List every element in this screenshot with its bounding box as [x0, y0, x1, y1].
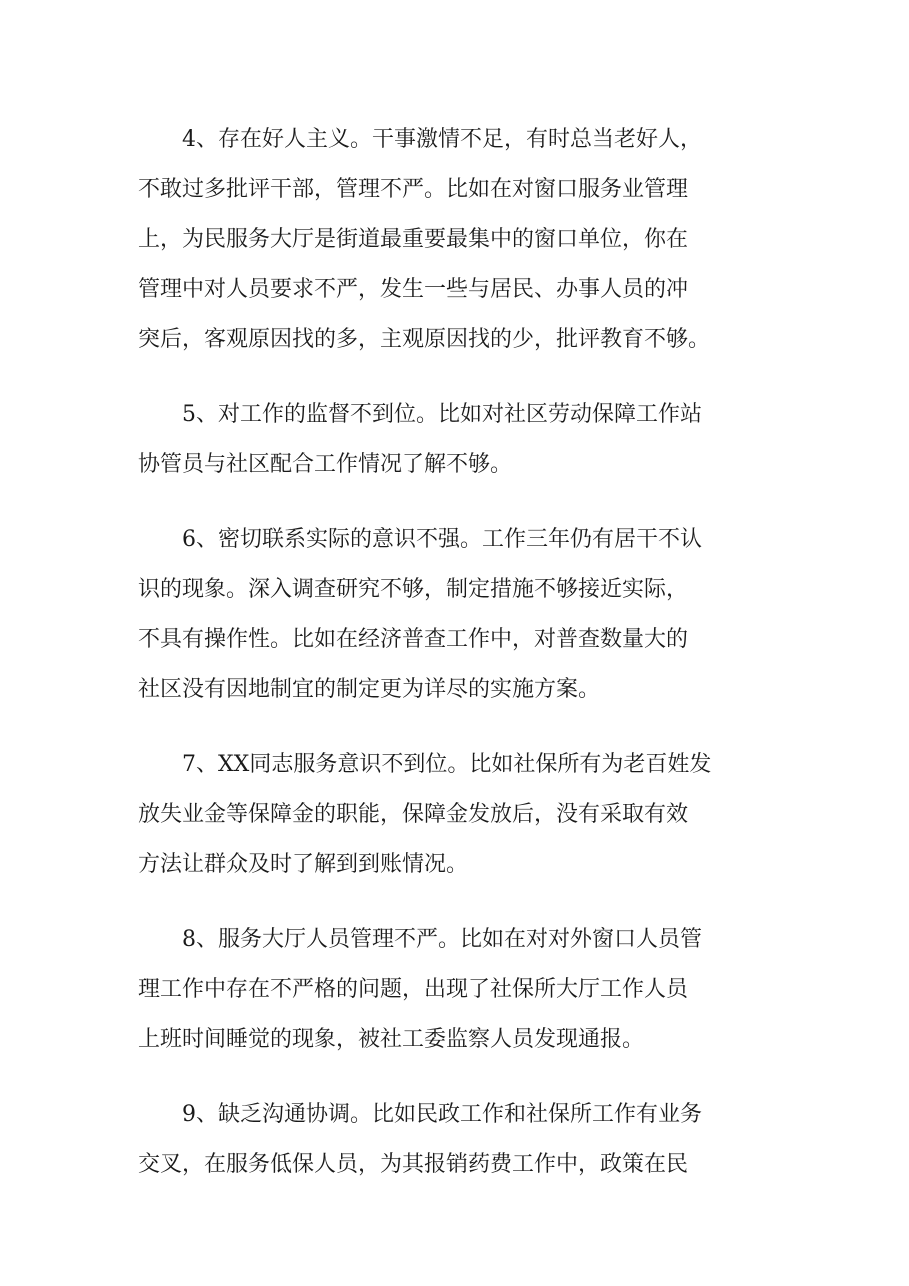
text-line: 上，为民服务大厅是街道最重要最集中的窗口单位，你在	[138, 227, 689, 252]
text-line: 交叉，在服务低保人员，为其报销药费工作中，政策在民	[138, 1152, 689, 1177]
text-line: 4、存在好人主义。干事激情不足，有时总当老好人，	[182, 127, 702, 152]
paragraph	[138, 1097, 778, 1197]
text-line: 管理中对人员要求不严，发生一些与居民、办事人员的冲	[138, 277, 689, 302]
text-line: 8、服务大厅人员管理不严。比如在对对外窗口人员管	[182, 927, 702, 952]
paragraph	[138, 397, 778, 497]
text-line: 理工作中存在不严格的问题，出现了社保所大厅工作人员	[138, 977, 689, 1002]
text-line: 识的现象。深入调查研究不够，制定措施不够接近实际，	[138, 577, 689, 602]
text-line: 突后，客观原因找的多，主观原因找的少，批评教育不够。	[138, 327, 711, 352]
paragraph	[138, 522, 778, 722]
text-line: 上班时间睡觉的现象，被社工委监察人员发现通报。	[138, 1027, 645, 1052]
text-line: 不具有操作性。比如在经济普查工作中，对普查数量大的	[138, 627, 689, 652]
text-line: 5、对工作的监督不到位。比如对社区劳动保障工作站	[182, 402, 702, 427]
text-line: 社区没有因地制宜的制定更为详尽的实施方案。	[138, 677, 601, 702]
text-line: 协管员与社区配合工作情况了解不够。	[138, 452, 513, 477]
paragraph	[138, 747, 778, 897]
text-line: 不敢过多批评干部，管理不严。比如在对窗口服务业管理	[138, 177, 689, 202]
paragraph	[138, 922, 778, 1072]
text-line: 9、缺乏沟通协调。比如民政工作和社保所工作有业务	[182, 1102, 702, 1127]
text-line: 放失业金等保障金的职能，保障金发放后，没有采取有效	[138, 802, 689, 827]
text-line: 方法让群众及时了解到到账情况。	[138, 852, 469, 877]
text-line: 7、XX同志服务意识不到位。比如社保所有为老百姓发	[182, 752, 712, 777]
text-line: 6、密切联系实际的意识不强。工作三年仍有居干不认	[182, 527, 702, 552]
document-body	[138, 122, 778, 1222]
paragraph	[138, 122, 778, 372]
